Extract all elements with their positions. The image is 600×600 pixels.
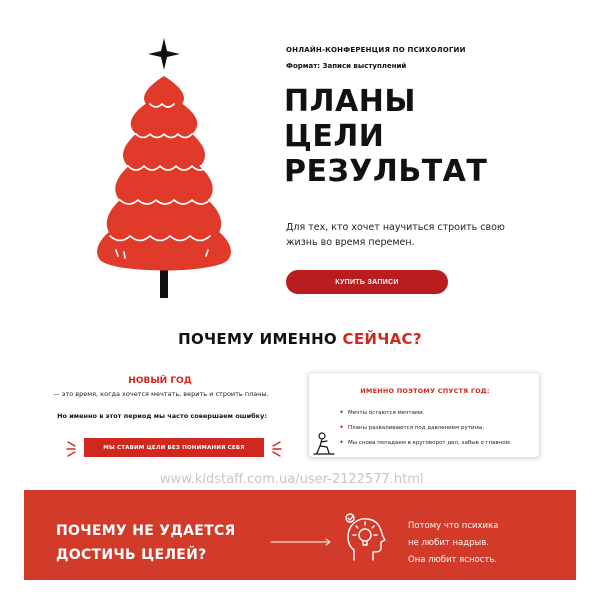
bullet-icon: ✦	[339, 409, 345, 416]
hero-title	[284, 84, 487, 189]
why-now-prefix: ПОЧЕМУ ИМЕННО	[178, 330, 343, 348]
why-now-heading	[0, 330, 600, 348]
hero-title-line: РЕЗУЛЬТАТ	[284, 154, 488, 189]
watermark: www.kidstaff.com.ua/user-2122577.html	[160, 472, 424, 487]
new-year-title: НОВЫЙ ГОД	[128, 376, 192, 386]
banner-title-line: ПОЧЕМУ НЕ УДАЕТСЯ	[56, 523, 236, 539]
hero-description: Для тех, кто хочет научиться строить свою жизнь во время перемен.	[286, 222, 505, 248]
list-item-text: Планы разваливаются под давлением рутины.	[348, 424, 485, 431]
spark-right-icon	[268, 438, 282, 458]
list-item-text: Мы снова попадаем в круговорот дел, забыв о главном.	[348, 439, 512, 446]
banner-text-line: не любит надрыв.	[408, 538, 489, 548]
list-item	[339, 420, 512, 435]
banner-text-line: Потому что психика	[408, 521, 499, 531]
new-year-mistake: Но именно в этот период мы часто совершаем ошибку:	[57, 412, 267, 420]
head-lightbulb-icon	[342, 512, 388, 562]
buy-records-button[interactable]: КУПИТЬ ЗАПИСИ	[286, 270, 448, 294]
bullet-icon: ✦	[339, 439, 345, 446]
hero-format: Формат: Записи выступлений	[286, 62, 407, 70]
list-item	[339, 435, 512, 450]
goals-without-understanding-button[interactable]: МЫ СТАВИМ ЦЕЛИ БЕЗ ПОНИМАНИЯ СЕБЯ	[84, 438, 264, 457]
spark-left-icon	[66, 438, 80, 458]
bullet-icon: ✦	[339, 424, 345, 431]
hero-pre-title: ОНЛАЙН-КОНФЕРЕНЦИЯ ПО ПСИХОЛОГИИ	[286, 46, 466, 54]
banner-text-line: Она любит ясность.	[408, 555, 498, 565]
banner-title-line: ДОСТИЧЬ ЦЕЛЕЙ?	[56, 547, 207, 563]
why-fail-banner	[24, 490, 576, 580]
hero-title-line: ЦЕЛИ	[284, 119, 385, 154]
arrow-icon	[270, 538, 332, 546]
hero-title-line: ПЛАНЫ	[284, 84, 416, 119]
star-icon	[148, 38, 180, 70]
reasons-list	[339, 405, 512, 450]
list-item-text: Мечты остаются мечтами.	[348, 409, 425, 416]
reasons-card	[308, 372, 540, 458]
banner-text	[408, 518, 498, 569]
person-sitting-icon	[313, 431, 335, 455]
list-item	[339, 405, 512, 420]
banner-title	[56, 519, 236, 567]
card-title: ИМЕННО ПОЭТОМУ СПУСТЯ ГОД:	[360, 387, 490, 395]
new-year-subtitle: — это время, когда хочется мечтать, верить и строить планы.	[53, 390, 269, 398]
why-now-accent: СЕЙЧАС?	[342, 330, 422, 348]
tree-illustration	[88, 38, 248, 300]
